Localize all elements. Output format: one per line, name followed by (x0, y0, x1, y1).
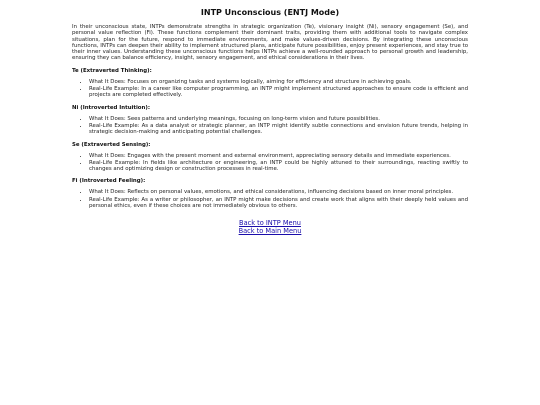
list-item-what: • What It Does: Sees patterns and underlying meanings, focusing on long-term vision and future possibilities. (89, 116, 468, 122)
list-item-example: • Real-Life Example: As a data analyst or strategic planner, an INTP might identify subtle connections and envision future trends, helping in strategic decision-making and anticipating potential challenges. (89, 123, 468, 136)
section-list-te (72, 79, 468, 99)
section-list-se (72, 153, 468, 173)
section-fi (72, 178, 468, 209)
section-list-ni (72, 116, 468, 136)
section-se (72, 142, 468, 173)
intro-paragraph: In their unconscious state, INTPs demonstrate strengths in strategic organization (Te), visionary insight (Ni), sensory engagement (Se), and personal value reflection (Fi). These functions complement their dominant traits, providing them with additional tools to navigate complex situations, plan for the future, respond to immediate environments, and make values-driven decisions. By integrating these unconscious functions, INTPs can deepen their ability to implement structured plans, anticipate future possibilities, enjoy present experiences, and stay true to their inner values. Understanding these unconscious functions helps INTPs achieve a well-rounded approach to personal growth and leadership, ensuring they can balance efficiency, insight, sensory engagement, and ethical considerations in their lives. (72, 24, 468, 62)
list-item-what: • What It Does: Reflects on personal values, emotions, and ethical considerations, influencing decisions based on inner moral principles. (89, 189, 468, 195)
back-to-main-menu-link[interactable]: Back to Main Menu (238, 227, 302, 236)
section-heading-se: Se (Extraverted Sensing): (72, 141, 151, 148)
navigation-links (72, 219, 468, 235)
section-ni (72, 105, 468, 136)
section-te (72, 68, 468, 99)
page-title: INTP Unconscious (ENTJ Mode) (200, 8, 340, 17)
list-item-example: • Real-Life Example: In fields like architecture or engineering, an INTP could be highly attuned to their surroundings, reacting swiftly to changes and optimizing design or construction processes in real-time. (89, 160, 468, 173)
list-item-example: • Real-Life Example: In a career like computer programming, an INTP might implement structured approaches to ensure code is efficient and projects are completed effectively. (89, 86, 468, 99)
list-item-what: • What It Does: Focuses on organizing tasks and systems logically, aiming for efficiency and structure in achieving goals. (89, 79, 468, 85)
list-item-example: • Real-Life Example: As a writer or philosopher, an INTP might make decisions and create work that aligns with their deeply held values and personal ethics, even if these choices are not immediately obvious to others. (89, 197, 468, 210)
back-to-intp-menu-link[interactable]: Back to INTP Menu (239, 219, 301, 228)
list-item-what: • What It Does: Engages with the present moment and external environment, appreciating sensory details and immediate experiences. (89, 153, 468, 159)
section-list-fi (72, 189, 468, 209)
section-heading-fi: Fi (Introverted Feeling): (72, 178, 146, 185)
section-heading-ni: Ni (Introverted Intuition): (72, 104, 150, 111)
page-content (72, 0, 468, 235)
section-heading-te: Te (Extraverted Thinking): (72, 67, 152, 74)
